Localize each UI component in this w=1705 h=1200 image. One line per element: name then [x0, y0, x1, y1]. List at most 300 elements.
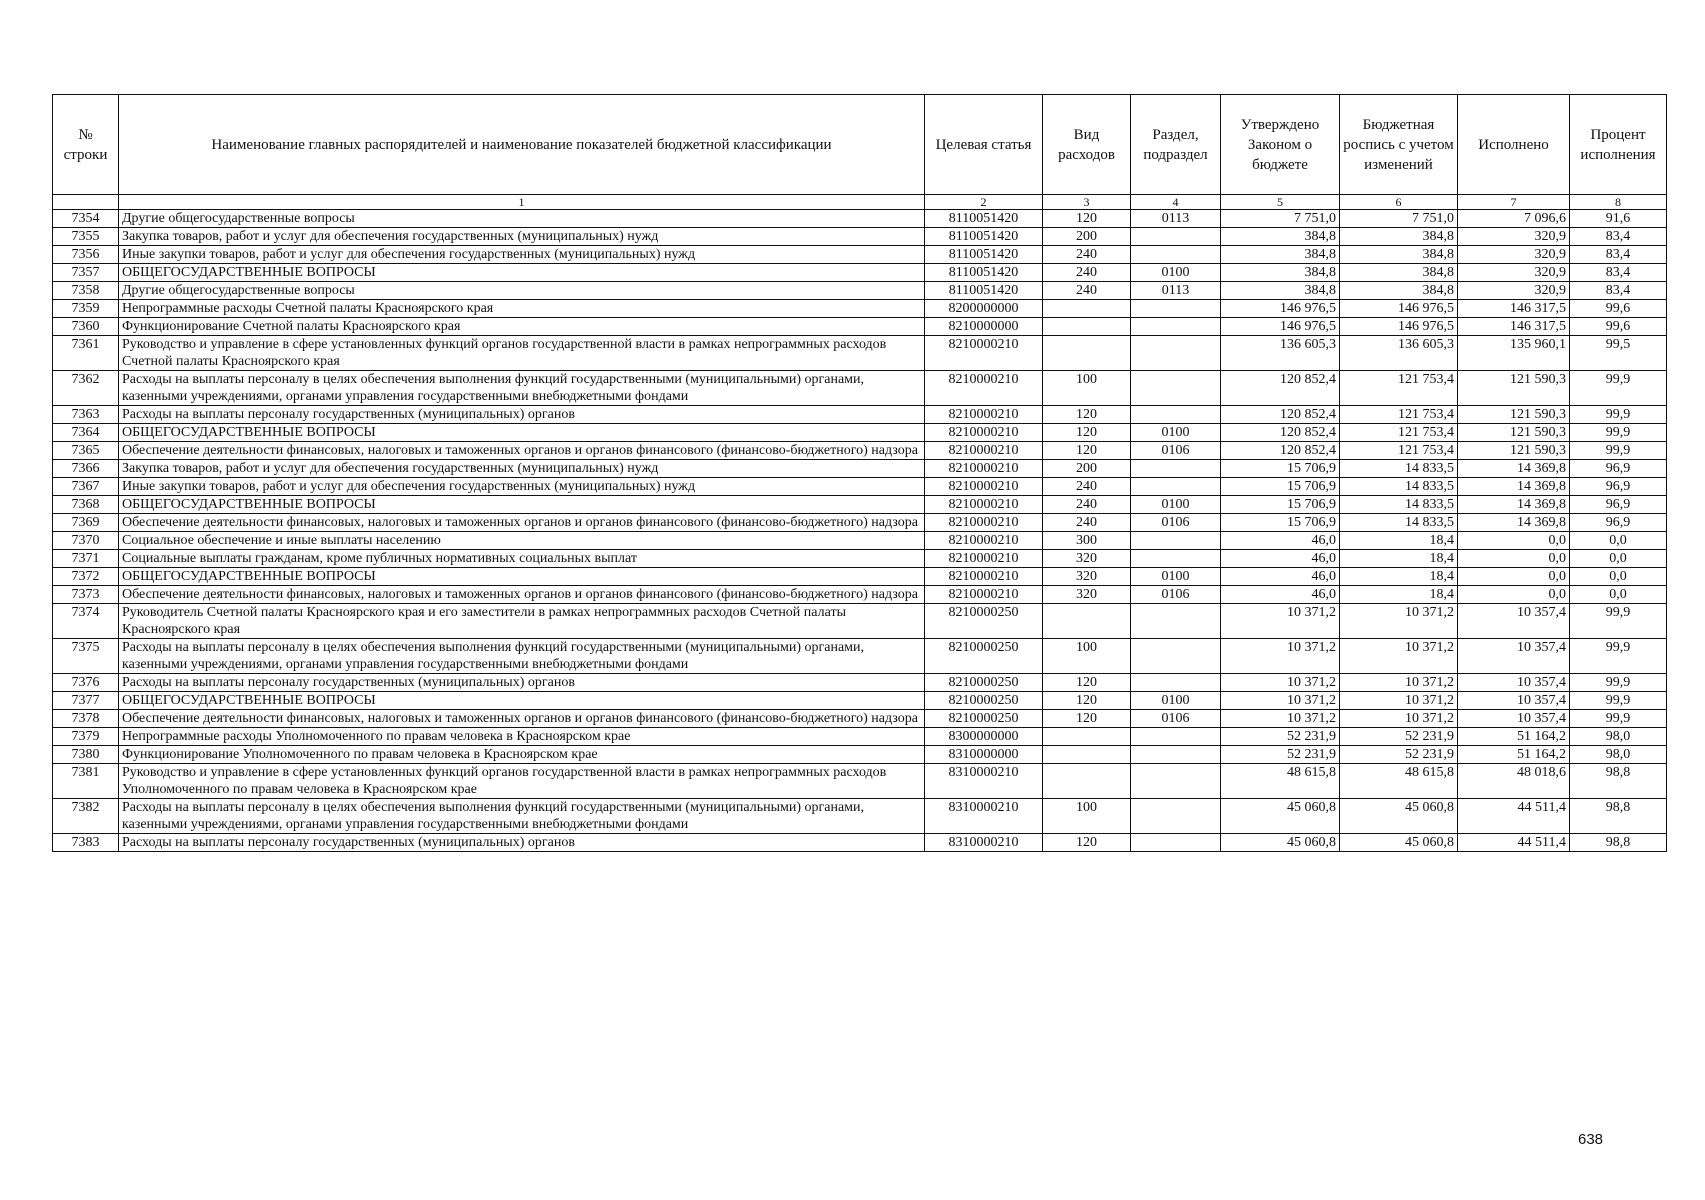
executed-amount: 51 164,2 [1458, 746, 1570, 764]
expense-type: 300 [1043, 532, 1131, 550]
percent-executed: 99,6 [1570, 300, 1667, 318]
executed-amount: 320,9 [1458, 282, 1570, 300]
row-name: Непрограммные расходы Уполномоченного по правам человека в Красноярском крае [119, 728, 925, 746]
table-row [53, 442, 1667, 460]
column-number: 6 [1340, 195, 1458, 210]
executed-amount: 48 018,6 [1458, 764, 1570, 799]
row-number: 7364 [53, 424, 119, 442]
expense-type: 240 [1043, 478, 1131, 496]
section [1131, 639, 1221, 674]
table-row [53, 604, 1667, 639]
budget-list-amount: 48 615,8 [1340, 764, 1458, 799]
expense-type [1043, 746, 1131, 764]
approved-amount: 120 852,4 [1221, 371, 1340, 406]
target-article: 8210000210 [925, 442, 1043, 460]
target-article: 8210000250 [925, 692, 1043, 710]
approved-amount: 10 371,2 [1221, 692, 1340, 710]
row-name: Обеспечение деятельности финансовых, налоговых и таможенных органов и органов финансового (финансово-бюджетного) надзора [119, 586, 925, 604]
budget-list-amount: 136 605,3 [1340, 336, 1458, 371]
row-number: 7359 [53, 300, 119, 318]
table-row [53, 639, 1667, 674]
executed-amount: 51 164,2 [1458, 728, 1570, 746]
row-number: 7367 [53, 478, 119, 496]
section [1131, 728, 1221, 746]
column-number: 5 [1221, 195, 1340, 210]
budget-list-amount: 146 976,5 [1340, 300, 1458, 318]
expense-type: 320 [1043, 586, 1131, 604]
row-name: Другие общегосударственные вопросы [119, 210, 925, 228]
expense-type [1043, 764, 1131, 799]
percent-executed: 91,6 [1570, 210, 1667, 228]
row-number: 7365 [53, 442, 119, 460]
row-number: 7355 [53, 228, 119, 246]
target-article: 8210000210 [925, 532, 1043, 550]
column-number: 8 [1570, 195, 1667, 210]
row-number: 7377 [53, 692, 119, 710]
approved-amount: 52 231,9 [1221, 746, 1340, 764]
column-number: 4 [1131, 195, 1221, 210]
approved-amount: 146 976,5 [1221, 300, 1340, 318]
row-name: Обеспечение деятельности финансовых, налоговых и таможенных органов и органов финансового (финансово-бюджетного) надзора [119, 710, 925, 728]
executed-amount: 44 511,4 [1458, 799, 1570, 834]
expense-type: 120 [1043, 406, 1131, 424]
table-row [53, 478, 1667, 496]
budget-list-amount: 18,4 [1340, 586, 1458, 604]
target-article: 8210000210 [925, 496, 1043, 514]
target-article: 8300000000 [925, 728, 1043, 746]
budget-list-amount: 384,8 [1340, 228, 1458, 246]
percent-executed: 0,0 [1570, 550, 1667, 568]
table-row [53, 674, 1667, 692]
approved-amount: 45 060,8 [1221, 799, 1340, 834]
row-name: Функционирование Уполномоченного по правам человека в Красноярском крае [119, 746, 925, 764]
row-number: 7382 [53, 799, 119, 834]
expense-type: 240 [1043, 264, 1131, 282]
section: 0106 [1131, 514, 1221, 532]
percent-executed: 99,9 [1570, 674, 1667, 692]
section: 0113 [1131, 282, 1221, 300]
expense-type: 240 [1043, 246, 1131, 264]
row-number: 7370 [53, 532, 119, 550]
row-name: Расходы на выплаты персоналу в целях обеспечения выполнения функций государственными (муниципальными) органами, казенными учреждениями, органами управления государственными внебюджетными фондами [119, 799, 925, 834]
percent-executed: 83,4 [1570, 228, 1667, 246]
approved-amount: 10 371,2 [1221, 674, 1340, 692]
executed-amount: 14 369,8 [1458, 478, 1570, 496]
header-percent: Процент исполнения [1570, 95, 1667, 195]
budget-list-amount: 7 751,0 [1340, 210, 1458, 228]
row-number: 7356 [53, 246, 119, 264]
target-article: 8210000250 [925, 710, 1043, 728]
budget-list-amount: 121 753,4 [1340, 406, 1458, 424]
executed-amount: 10 357,4 [1458, 604, 1570, 639]
target-article: 8210000210 [925, 478, 1043, 496]
percent-executed: 99,9 [1570, 604, 1667, 639]
row-number: 7372 [53, 568, 119, 586]
percent-executed: 99,9 [1570, 371, 1667, 406]
target-article: 8200000000 [925, 300, 1043, 318]
executed-amount: 10 357,4 [1458, 674, 1570, 692]
table-row [53, 746, 1667, 764]
row-number: 7354 [53, 210, 119, 228]
section [1131, 604, 1221, 639]
table-row [53, 210, 1667, 228]
approved-amount: 46,0 [1221, 532, 1340, 550]
table-row [53, 532, 1667, 550]
row-name: Другие общегосударственные вопросы [119, 282, 925, 300]
table-row [53, 764, 1667, 799]
section: 0100 [1131, 692, 1221, 710]
section [1131, 300, 1221, 318]
expense-type: 120 [1043, 210, 1131, 228]
budget-list-amount: 10 371,2 [1340, 692, 1458, 710]
target-article: 8110051420 [925, 246, 1043, 264]
page-number: 638 [1578, 1131, 1604, 1148]
table-row [53, 228, 1667, 246]
row-name: Социальное обеспечение и иные выплаты населению [119, 532, 925, 550]
expense-type: 120 [1043, 424, 1131, 442]
section: 0106 [1131, 710, 1221, 728]
table-body [53, 210, 1667, 852]
executed-amount: 0,0 [1458, 586, 1570, 604]
expense-type: 200 [1043, 460, 1131, 478]
column-number: 2 [925, 195, 1043, 210]
column-number [53, 195, 119, 210]
expense-type [1043, 318, 1131, 336]
table-row [53, 282, 1667, 300]
row-number: 7363 [53, 406, 119, 424]
section [1131, 799, 1221, 834]
budget-list-amount: 14 833,5 [1340, 496, 1458, 514]
row-number: 7375 [53, 639, 119, 674]
executed-amount: 320,9 [1458, 228, 1570, 246]
budget-list-amount: 121 753,4 [1340, 424, 1458, 442]
percent-executed: 98,8 [1570, 834, 1667, 852]
row-name: Расходы на выплаты персоналу в целях обеспечения выполнения функций государственными (муниципальными) органами, казенными учреждениями, органами управления государственными внебюджетными фондами [119, 371, 925, 406]
target-article: 8110051420 [925, 282, 1043, 300]
executed-amount: 10 357,4 [1458, 710, 1570, 728]
approved-amount: 10 371,2 [1221, 710, 1340, 728]
budget-list-amount: 384,8 [1340, 282, 1458, 300]
expense-type: 100 [1043, 799, 1131, 834]
target-article: 8210000210 [925, 424, 1043, 442]
section [1131, 318, 1221, 336]
row-number: 7358 [53, 282, 119, 300]
row-number: 7373 [53, 586, 119, 604]
table-row [53, 514, 1667, 532]
budget-list-amount: 45 060,8 [1340, 834, 1458, 852]
percent-executed: 99,9 [1570, 639, 1667, 674]
budget-list-amount: 121 753,4 [1340, 371, 1458, 406]
table-row [53, 834, 1667, 852]
expense-type: 120 [1043, 674, 1131, 692]
section: 0100 [1131, 424, 1221, 442]
approved-amount: 15 706,9 [1221, 514, 1340, 532]
section: 0113 [1131, 210, 1221, 228]
budget-list-amount: 18,4 [1340, 532, 1458, 550]
row-name: Иные закупки товаров, работ и услуг для обеспечения государственных (муниципальных) нужд [119, 246, 925, 264]
percent-executed: 99,9 [1570, 424, 1667, 442]
expense-type: 240 [1043, 514, 1131, 532]
column-number: 7 [1458, 195, 1570, 210]
table-row [53, 568, 1667, 586]
approved-amount: 46,0 [1221, 550, 1340, 568]
percent-executed: 0,0 [1570, 568, 1667, 586]
section [1131, 532, 1221, 550]
table-row [53, 799, 1667, 834]
budget-list-amount: 14 833,5 [1340, 460, 1458, 478]
row-name: ОБЩЕГОСУДАРСТВЕННЫЕ ВОПРОСЫ [119, 264, 925, 282]
row-name: Руководство и управление в сфере установленных функций органов государственной власти в рамках непрограммных расходов Уполномоченного по правам человека в Красноярском крае [119, 764, 925, 799]
budget-list-amount: 10 371,2 [1340, 639, 1458, 674]
row-number: 7369 [53, 514, 119, 532]
table-row [53, 710, 1667, 728]
percent-executed: 96,9 [1570, 460, 1667, 478]
column-number: 3 [1043, 195, 1131, 210]
budget-list-amount: 18,4 [1340, 568, 1458, 586]
budget-list-amount: 10 371,2 [1340, 710, 1458, 728]
approved-amount: 52 231,9 [1221, 728, 1340, 746]
expense-type: 320 [1043, 568, 1131, 586]
table-row [53, 371, 1667, 406]
percent-executed: 99,9 [1570, 692, 1667, 710]
executed-amount: 320,9 [1458, 246, 1570, 264]
budget-list-amount: 121 753,4 [1340, 442, 1458, 460]
row-name: ОБЩЕГОСУДАРСТВЕННЫЕ ВОПРОСЫ [119, 692, 925, 710]
row-name: Обеспечение деятельности финансовых, налоговых и таможенных органов и органов финансового (финансово-бюджетного) надзора [119, 514, 925, 532]
row-number: 7361 [53, 336, 119, 371]
executed-amount: 121 590,3 [1458, 424, 1570, 442]
percent-executed: 0,0 [1570, 532, 1667, 550]
target-article: 8110051420 [925, 264, 1043, 282]
budget-table [52, 94, 1667, 852]
target-article: 8210000250 [925, 639, 1043, 674]
budget-list-amount: 10 371,2 [1340, 674, 1458, 692]
row-name: Руководство и управление в сфере установленных функций органов государственной власти в рамках непрограммных расходов Счетной палаты Красноярского края [119, 336, 925, 371]
approved-amount: 10 371,2 [1221, 639, 1340, 674]
executed-amount: 121 590,3 [1458, 371, 1570, 406]
target-article: 8110051420 [925, 228, 1043, 246]
row-name: Иные закупки товаров, работ и услуг для обеспечения государственных (муниципальных) нужд [119, 478, 925, 496]
section [1131, 246, 1221, 264]
section: 0106 [1131, 442, 1221, 460]
section [1131, 478, 1221, 496]
target-article: 8210000210 [925, 336, 1043, 371]
percent-executed: 83,4 [1570, 264, 1667, 282]
percent-executed: 83,4 [1570, 282, 1667, 300]
section [1131, 371, 1221, 406]
approved-amount: 10 371,2 [1221, 604, 1340, 639]
percent-executed: 98,8 [1570, 799, 1667, 834]
expense-type: 120 [1043, 710, 1131, 728]
row-name: Расходы на выплаты персоналу в целях обеспечения выполнения функций государственными (муниципальными) органами, казенными учреждениями, органами управления государственными внебюджетными фондами [119, 639, 925, 674]
target-article: 8210000000 [925, 318, 1043, 336]
row-number: 7360 [53, 318, 119, 336]
target-article: 8310000210 [925, 834, 1043, 852]
column-number-row [53, 195, 1667, 210]
table-row [53, 496, 1667, 514]
table-row [53, 264, 1667, 282]
executed-amount: 14 369,8 [1458, 460, 1570, 478]
row-name: Непрограммные расходы Счетной палаты Красноярского края [119, 300, 925, 318]
executed-amount: 0,0 [1458, 568, 1570, 586]
target-article: 8310000210 [925, 799, 1043, 834]
row-number: 7376 [53, 674, 119, 692]
row-name: Закупка товаров, работ и услуг для обеспечения государственных (муниципальных) нужд [119, 460, 925, 478]
executed-amount: 10 357,4 [1458, 639, 1570, 674]
table-row [53, 300, 1667, 318]
row-name: Закупка товаров, работ и услуг для обеспечения государственных (муниципальных) нужд [119, 228, 925, 246]
table-row [53, 246, 1667, 264]
expense-type: 200 [1043, 228, 1131, 246]
percent-executed: 99,6 [1570, 318, 1667, 336]
row-name: Обеспечение деятельности финансовых, налоговых и таможенных органов и органов финансового (финансово-бюджетного) надзора [119, 442, 925, 460]
approved-amount: 46,0 [1221, 586, 1340, 604]
approved-amount: 120 852,4 [1221, 424, 1340, 442]
row-name: ОБЩЕГОСУДАРСТВЕННЫЕ ВОПРОСЫ [119, 568, 925, 586]
percent-executed: 99,5 [1570, 336, 1667, 371]
target-article: 8210000210 [925, 550, 1043, 568]
target-article: 8210000210 [925, 586, 1043, 604]
approved-amount: 384,8 [1221, 246, 1340, 264]
approved-amount: 46,0 [1221, 568, 1340, 586]
section: 0100 [1131, 264, 1221, 282]
executed-amount: 44 511,4 [1458, 834, 1570, 852]
percent-executed: 98,0 [1570, 746, 1667, 764]
row-number: 7368 [53, 496, 119, 514]
row-number: 7366 [53, 460, 119, 478]
approved-amount: 45 060,8 [1221, 834, 1340, 852]
expense-type [1043, 604, 1131, 639]
approved-amount: 48 615,8 [1221, 764, 1340, 799]
row-number: 7381 [53, 764, 119, 799]
budget-list-amount: 146 976,5 [1340, 318, 1458, 336]
target-article: 8210000210 [925, 371, 1043, 406]
budget-list-amount: 45 060,8 [1340, 799, 1458, 834]
row-number: 7374 [53, 604, 119, 639]
table-row [53, 586, 1667, 604]
executed-amount: 14 369,8 [1458, 514, 1570, 532]
executed-amount: 146 317,5 [1458, 318, 1570, 336]
percent-executed: 99,9 [1570, 442, 1667, 460]
executed-amount: 7 096,6 [1458, 210, 1570, 228]
row-name: Руководитель Счетной палаты Красноярского края и его заместители в рамках непрограммных расходов Счетной палаты Красноярского края [119, 604, 925, 639]
section: 0100 [1131, 568, 1221, 586]
table-row [53, 460, 1667, 478]
section: 0106 [1131, 586, 1221, 604]
executed-amount: 14 369,8 [1458, 496, 1570, 514]
executed-amount: 135 960,1 [1458, 336, 1570, 371]
target-article: 8310000210 [925, 764, 1043, 799]
approved-amount: 15 706,9 [1221, 478, 1340, 496]
expense-type: 100 [1043, 639, 1131, 674]
expense-type [1043, 728, 1131, 746]
executed-amount: 10 357,4 [1458, 692, 1570, 710]
approved-amount: 7 751,0 [1221, 210, 1340, 228]
approved-amount: 136 605,3 [1221, 336, 1340, 371]
budget-list-amount: 52 231,9 [1340, 728, 1458, 746]
executed-amount: 0,0 [1458, 550, 1570, 568]
expense-type: 120 [1043, 442, 1131, 460]
section [1131, 674, 1221, 692]
approved-amount: 146 976,5 [1221, 318, 1340, 336]
row-name: Функционирование Счетной палаты Красноярского края [119, 318, 925, 336]
row-number: 7362 [53, 371, 119, 406]
section [1131, 460, 1221, 478]
budget-list-amount: 18,4 [1340, 550, 1458, 568]
header-section: Раздел, подраздел [1131, 95, 1221, 195]
target-article: 8210000210 [925, 568, 1043, 586]
row-name: Расходы на выплаты персоналу государственных (муниципальных) органов [119, 406, 925, 424]
row-number: 7379 [53, 728, 119, 746]
percent-executed: 96,9 [1570, 496, 1667, 514]
expense-type [1043, 336, 1131, 371]
section [1131, 550, 1221, 568]
header-expense-type: Вид расходов [1043, 95, 1131, 195]
header-budget-list: Бюджетная роспись с учетом изменений [1340, 95, 1458, 195]
row-name: Социальные выплаты гражданам, кроме публичных нормативных социальных выплат [119, 550, 925, 568]
row-number: 7383 [53, 834, 119, 852]
executed-amount: 121 590,3 [1458, 442, 1570, 460]
expense-type: 120 [1043, 834, 1131, 852]
row-name: Расходы на выплаты персоналу государственных (муниципальных) органов [119, 834, 925, 852]
budget-list-amount: 14 833,5 [1340, 478, 1458, 496]
expense-type: 240 [1043, 282, 1131, 300]
approved-amount: 15 706,9 [1221, 460, 1340, 478]
budget-list-amount: 14 833,5 [1340, 514, 1458, 532]
budget-list-amount: 384,8 [1340, 264, 1458, 282]
row-name: ОБЩЕГОСУДАРСТВЕННЫЕ ВОПРОСЫ [119, 496, 925, 514]
budget-list-amount: 52 231,9 [1340, 746, 1458, 764]
table-row [53, 728, 1667, 746]
section: 0100 [1131, 496, 1221, 514]
percent-executed: 99,9 [1570, 710, 1667, 728]
percent-executed: 98,0 [1570, 728, 1667, 746]
percent-executed: 0,0 [1570, 586, 1667, 604]
header-row [53, 95, 1667, 195]
section [1131, 336, 1221, 371]
budget-list-amount: 384,8 [1340, 246, 1458, 264]
row-number: 7357 [53, 264, 119, 282]
approved-amount: 384,8 [1221, 282, 1340, 300]
expense-type: 320 [1043, 550, 1131, 568]
target-article: 8210000210 [925, 460, 1043, 478]
row-number: 7371 [53, 550, 119, 568]
approved-amount: 120 852,4 [1221, 442, 1340, 460]
executed-amount: 146 317,5 [1458, 300, 1570, 318]
table-row [53, 424, 1667, 442]
executed-amount: 121 590,3 [1458, 406, 1570, 424]
table-row [53, 318, 1667, 336]
approved-amount: 384,8 [1221, 264, 1340, 282]
target-article: 8110051420 [925, 210, 1043, 228]
percent-executed: 96,9 [1570, 514, 1667, 532]
row-name: ОБЩЕГОСУДАРСТВЕННЫЕ ВОПРОСЫ [119, 424, 925, 442]
table-row [53, 406, 1667, 424]
section [1131, 746, 1221, 764]
percent-executed: 98,8 [1570, 764, 1667, 799]
header-row-number: № строки [53, 95, 119, 195]
row-number: 7380 [53, 746, 119, 764]
column-number: 1 [119, 195, 925, 210]
section [1131, 834, 1221, 852]
expense-type [1043, 300, 1131, 318]
executed-amount: 320,9 [1458, 264, 1570, 282]
target-article: 8210000250 [925, 604, 1043, 639]
budget-list-amount: 10 371,2 [1340, 604, 1458, 639]
target-article: 8210000210 [925, 406, 1043, 424]
approved-amount: 384,8 [1221, 228, 1340, 246]
target-article: 8310000000 [925, 746, 1043, 764]
